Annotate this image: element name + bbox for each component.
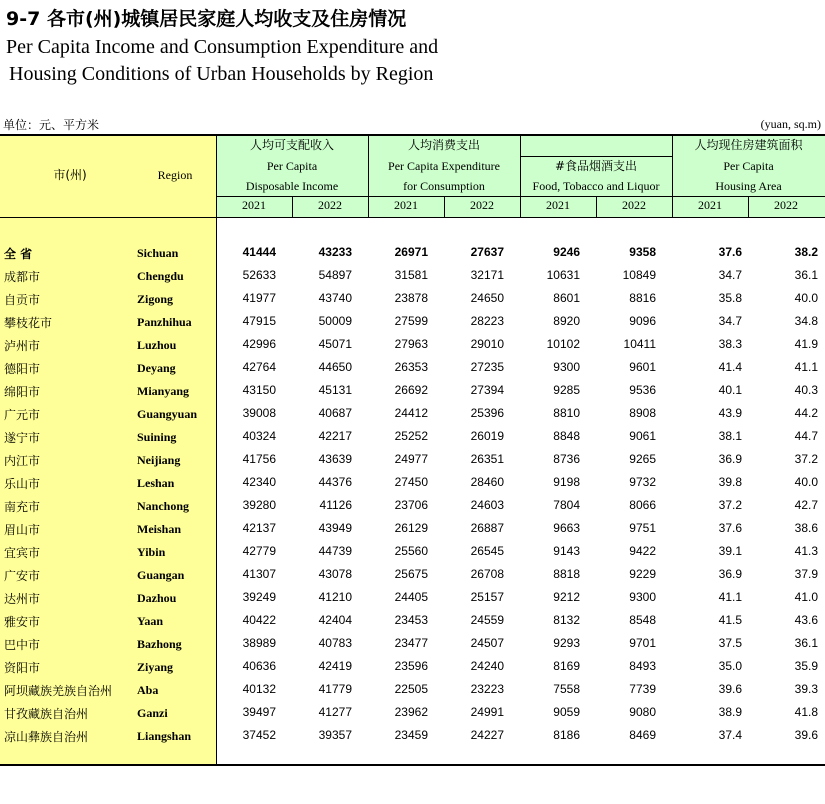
table-cell-value: 39249 bbox=[242, 590, 276, 604]
table-cell-value: 7739 bbox=[629, 682, 656, 696]
header-income-en2: Disposable Income bbox=[245, 179, 339, 193]
table-cell-value: 37.2 bbox=[794, 452, 818, 466]
table-cell-value: 34.8 bbox=[794, 314, 818, 328]
region-name-cn: 自贡市 bbox=[4, 293, 41, 307]
table-cell-value: 26545 bbox=[470, 544, 504, 558]
table-cell-value: 8810 bbox=[553, 406, 580, 420]
table-cell-value: 40.3 bbox=[794, 383, 818, 397]
region-name-en: Ganzi bbox=[137, 706, 168, 720]
year-label: 2022 bbox=[470, 198, 494, 212]
table-cell-value: 9701 bbox=[629, 636, 656, 650]
table-cell-value: 27450 bbox=[394, 475, 428, 489]
region-name-cn: 广安市 bbox=[4, 569, 41, 583]
table-row bbox=[0, 726, 825, 749]
region-name-en: Panzhihua bbox=[137, 315, 192, 329]
table-cell-value: 31581 bbox=[394, 268, 428, 282]
table-cell-value: 25560 bbox=[394, 544, 428, 558]
region-name-en: Neijiang bbox=[137, 453, 181, 467]
table-cell-value: 10102 bbox=[546, 337, 580, 351]
year-label: 2022 bbox=[774, 198, 798, 212]
table-cell-value: 54897 bbox=[318, 268, 352, 282]
header-consumption-en1: Per Capita Expenditure bbox=[388, 159, 500, 173]
table-cell-value: 9198 bbox=[553, 475, 580, 489]
table-cell-value: 41779 bbox=[318, 682, 352, 696]
region-name-en: Guangan bbox=[137, 568, 185, 582]
table-cell-value: 41.1 bbox=[718, 590, 742, 604]
table-cell-value: 28223 bbox=[470, 314, 504, 328]
table-cell-value: 41277 bbox=[318, 705, 352, 719]
table-cell-value: 40.1 bbox=[718, 383, 742, 397]
table-cell-value: 39357 bbox=[318, 728, 352, 742]
table-cell-value: 41.4 bbox=[718, 360, 742, 374]
rule-header-bottom bbox=[0, 217, 825, 218]
region-name-en: Nanchong bbox=[137, 499, 190, 513]
table-cell-value: 8493 bbox=[629, 659, 656, 673]
table-cell-value: 10411 bbox=[623, 337, 656, 351]
region-name-cn: 攀枝花市 bbox=[4, 316, 53, 330]
table-cell-value: 23223 bbox=[470, 682, 504, 696]
table-cell-value: 27963 bbox=[394, 337, 428, 351]
region-name-cn: 巴中市 bbox=[4, 638, 41, 652]
table-cell-value: 9293 bbox=[553, 636, 580, 650]
unit-label-en: (yuan, sq.m) bbox=[760, 117, 821, 131]
year-label: 2022 bbox=[318, 198, 342, 212]
table-cell-value: 8908 bbox=[629, 406, 656, 420]
table-cell-value: 9212 bbox=[553, 590, 580, 604]
table-row bbox=[0, 335, 825, 358]
table-cell-value: 38.2 bbox=[794, 245, 818, 259]
region-name-en: Zigong bbox=[137, 292, 174, 306]
header-food-en1: Food, Tobacco and Liquor bbox=[532, 179, 660, 193]
table-cell-value: 36.9 bbox=[718, 567, 742, 581]
region-name-cn: 德阳市 bbox=[4, 362, 41, 376]
table-cell-value: 34.7 bbox=[718, 314, 742, 328]
table-cell-value: 42340 bbox=[242, 475, 276, 489]
table-cell-value: 9422 bbox=[629, 544, 656, 558]
region-name-en: Aba bbox=[137, 683, 159, 697]
table-cell-value: 24507 bbox=[470, 636, 504, 650]
year-label: 2021 bbox=[394, 198, 418, 212]
table-cell-value: 26971 bbox=[394, 245, 428, 259]
table-title-cn-display: 9-7 各市(州)城镇居民家庭人均收支及住房情况 bbox=[6, 8, 407, 30]
table-cell-value: 8601 bbox=[553, 291, 580, 305]
year-label: 2021 bbox=[698, 198, 722, 212]
table-cell-value: 9061 bbox=[629, 429, 656, 443]
region-name-cn: 眉山市 bbox=[4, 523, 41, 537]
table-row bbox=[0, 519, 825, 542]
table-cell-value: 23706 bbox=[394, 498, 428, 512]
table-cell-value: 9300 bbox=[629, 590, 656, 604]
region-name-cn: 广元市 bbox=[4, 408, 41, 422]
table-cell-value: 10849 bbox=[622, 268, 656, 282]
table-cell-value: 43639 bbox=[318, 452, 352, 466]
table-cell-value: 41126 bbox=[319, 498, 352, 512]
table-cell-value: 9285 bbox=[553, 383, 580, 397]
table-cell-value: 44650 bbox=[318, 360, 352, 374]
table-cell-value: 42137 bbox=[242, 521, 276, 535]
region-name-en: Guangyuan bbox=[137, 407, 198, 421]
table-cell-value: 27599 bbox=[394, 314, 428, 328]
table-cell-value: 25396 bbox=[470, 406, 504, 420]
table-cell-value: 37.9 bbox=[794, 567, 818, 581]
table-cell-value: 37.6 bbox=[718, 521, 742, 535]
region-name-en: Bazhong bbox=[137, 637, 182, 651]
table-cell-value: 37.6 bbox=[718, 245, 742, 259]
table-cell-value: 26351 bbox=[470, 452, 504, 466]
table-cell-value: 9300 bbox=[553, 360, 580, 374]
table-cell-value: 44.7 bbox=[794, 429, 818, 443]
table-cell-value: 28460 bbox=[470, 475, 504, 489]
region-name-cn: 宜宾市 bbox=[4, 546, 41, 560]
table-cell-value: 41307 bbox=[242, 567, 276, 581]
region-name-en: Meishan bbox=[137, 522, 182, 536]
table-cell-value: 24559 bbox=[470, 613, 504, 627]
table-row bbox=[0, 703, 825, 726]
table-cell-value: 37.5 bbox=[718, 636, 742, 650]
table-cell-value: 9536 bbox=[629, 383, 656, 397]
table-cell-value: 24650 bbox=[470, 291, 504, 305]
table-row bbox=[0, 381, 825, 404]
table-cell-value: 35.0 bbox=[718, 659, 742, 673]
header-income-en1: Per Capita bbox=[266, 159, 318, 173]
region-name-cn: 阿坝藏族羌族自治州 bbox=[4, 684, 113, 698]
region-name-cn: 遂宁市 bbox=[4, 431, 41, 445]
table-cell-value: 8469 bbox=[629, 728, 656, 742]
table-cell-value: 8736 bbox=[553, 452, 580, 466]
table-cell-value: 26353 bbox=[394, 360, 428, 374]
table-row bbox=[0, 611, 825, 634]
table-cell-value: 8186 bbox=[553, 728, 580, 742]
table-cell-value: 43740 bbox=[318, 291, 352, 305]
table-row bbox=[0, 266, 825, 289]
table-cell-value: 41.1 bbox=[794, 360, 818, 374]
header-city-cn: 市(州) bbox=[53, 168, 87, 182]
table-cell-value: 29010 bbox=[470, 337, 504, 351]
table-cell-value: 9080 bbox=[629, 705, 656, 719]
table-cell-value: 9358 bbox=[629, 245, 656, 259]
table-cell-value: 26129 bbox=[394, 521, 428, 535]
table-cell-value: 8816 bbox=[629, 291, 656, 305]
table-cell-value: 44739 bbox=[318, 544, 352, 558]
region-name-en: Deyang bbox=[137, 361, 176, 375]
table-cell-value: 9096 bbox=[629, 314, 656, 328]
table-cell-value: 39008 bbox=[242, 406, 276, 420]
table-cell-value: 9265 bbox=[629, 452, 656, 466]
table-cell-value: 43150 bbox=[242, 383, 276, 397]
region-name-cn: 绵阳市 bbox=[4, 385, 41, 399]
table-cell-value: 26708 bbox=[470, 567, 504, 581]
header-region-en: Region bbox=[157, 168, 193, 182]
table-cell-value: 9059 bbox=[553, 705, 580, 719]
table-cell-value: 40324 bbox=[242, 429, 276, 443]
table-cell-value: 45071 bbox=[318, 337, 352, 351]
table-cell-value: 41210 bbox=[318, 590, 352, 604]
table-row bbox=[0, 657, 825, 680]
table-cell-value: 8132 bbox=[553, 613, 580, 627]
table-cell-value: 41.3 bbox=[794, 544, 818, 558]
table-cell-value: 7804 bbox=[553, 498, 580, 512]
table-cell-value: 8169 bbox=[553, 659, 580, 673]
region-name-cn: 甘孜藏族自治州 bbox=[4, 707, 89, 721]
table-cell-value: 25157 bbox=[470, 590, 504, 604]
table-cell-value: 43078 bbox=[318, 567, 352, 581]
table-cell-value: 39.6 bbox=[794, 728, 818, 742]
table-cell-value: 39497 bbox=[242, 705, 276, 719]
table-cell-value: 40687 bbox=[318, 406, 352, 420]
table-cell-value: 43.6 bbox=[794, 613, 818, 627]
region-name-cn: 乐山市 bbox=[4, 477, 41, 491]
region-name-en: Mianyang bbox=[137, 384, 190, 398]
table-row bbox=[0, 358, 825, 381]
region-name-cn: 南充市 bbox=[4, 500, 41, 514]
table-cell-value: 27637 bbox=[470, 245, 504, 259]
table-cell-value: 50009 bbox=[318, 314, 352, 328]
region-name-en: Liangshan bbox=[137, 729, 192, 743]
table-cell-value: 41.9 bbox=[794, 337, 818, 351]
table-row bbox=[0, 289, 825, 312]
table-cell-value: 7558 bbox=[553, 682, 580, 696]
table-cell-value: 39.3 bbox=[794, 682, 818, 696]
region-name-en: Chengdu bbox=[137, 269, 184, 283]
table-cell-value: 25252 bbox=[394, 429, 428, 443]
rule-bottom bbox=[0, 764, 825, 766]
region-name-en: Dazhou bbox=[137, 591, 177, 605]
table-cell-value: 43233 bbox=[318, 245, 352, 259]
table-cell-value: 9663 bbox=[553, 521, 580, 535]
year-label: 2021 bbox=[242, 198, 266, 212]
header-housing-cn: 人均现住房建筑面积 bbox=[694, 138, 803, 152]
table-row bbox=[0, 634, 825, 657]
table-cell-value: 40783 bbox=[318, 636, 352, 650]
header-income-cn: 人均可支配收入 bbox=[249, 138, 334, 152]
table-cell-value: 38989 bbox=[242, 636, 276, 650]
table-cell-value: 9143 bbox=[553, 544, 580, 558]
table-cell-value: 34.7 bbox=[718, 268, 742, 282]
region-name-en: Leshan bbox=[137, 476, 175, 490]
region-name-en: Yaan bbox=[137, 614, 164, 628]
table-cell-value: 9229 bbox=[629, 567, 656, 581]
table-cell-value: 8848 bbox=[553, 429, 580, 443]
table-cell-value: 8548 bbox=[629, 613, 656, 627]
region-name-cn: 内江市 bbox=[4, 454, 41, 468]
table-cell-value: 9246 bbox=[553, 245, 580, 259]
table-cell-value: 36.9 bbox=[718, 452, 742, 466]
table-cell-value: 24991 bbox=[470, 705, 504, 719]
table-cell-value: 41444 bbox=[242, 245, 276, 259]
table-cell-value: 41.8 bbox=[794, 705, 818, 719]
table-cell-value: 24977 bbox=[394, 452, 428, 466]
table-cell-value: 37.4 bbox=[718, 728, 742, 742]
table-cell-value: 22505 bbox=[394, 682, 428, 696]
table-cell-value: 9601 bbox=[629, 360, 656, 374]
table-cell-value: 24603 bbox=[470, 498, 504, 512]
header-food-cn: #食品烟酒支出 bbox=[554, 159, 638, 173]
table-cell-value: 39.6 bbox=[718, 682, 742, 696]
table-cell-value: 9751 bbox=[629, 521, 656, 535]
table-cell-value: 41977 bbox=[242, 291, 276, 305]
table-cell-value: 27394 bbox=[470, 383, 504, 397]
year-label: 2022 bbox=[622, 198, 646, 212]
table-cell-value: 23453 bbox=[394, 613, 428, 627]
table-row bbox=[0, 542, 825, 565]
table-row bbox=[0, 404, 825, 427]
region-name-en: Luzhou bbox=[137, 338, 177, 352]
table-cell-value: 24227 bbox=[470, 728, 504, 742]
table-cell-value: 41756 bbox=[242, 452, 276, 466]
table-row bbox=[0, 565, 825, 588]
table-cell-value: 39.1 bbox=[718, 544, 742, 558]
table-cell-value: 52633 bbox=[242, 268, 276, 282]
table-cell-value: 42764 bbox=[242, 360, 276, 374]
table-cell-value: 38.1 bbox=[718, 429, 742, 443]
table-cell-value: 24240 bbox=[470, 659, 504, 673]
table-cell-value: 10631 bbox=[546, 268, 580, 282]
region-name-en: Suining bbox=[137, 430, 177, 444]
table-row bbox=[0, 312, 825, 335]
table-cell-value: 23878 bbox=[394, 291, 428, 305]
table-cell-value: 25675 bbox=[394, 567, 428, 581]
table-cell-value: 38.3 bbox=[718, 337, 742, 351]
table-title-en-line1: Per Capita Income and Consumption Expenditure and bbox=[6, 36, 439, 58]
year-label: 2021 bbox=[546, 198, 570, 212]
table-row bbox=[0, 496, 825, 519]
header-consumption-en2: for Consumption bbox=[403, 179, 485, 193]
table-cell-value: 8818 bbox=[553, 567, 580, 581]
table-cell-value: 43949 bbox=[318, 521, 352, 535]
header-housing-en1: Per Capita bbox=[723, 159, 774, 173]
table-cell-value: 37452 bbox=[242, 728, 276, 742]
region-name-cn: 凉山彝族自治州 bbox=[4, 730, 89, 744]
region-name-cn: 全 省 bbox=[4, 247, 33, 261]
table-cell-value: 42217 bbox=[318, 429, 352, 443]
table-cell-value: 36.1 bbox=[794, 268, 818, 282]
table-cell-value: 42996 bbox=[242, 337, 276, 351]
table-cell-value: 39.8 bbox=[718, 475, 742, 489]
table-cell-value: 37.2 bbox=[718, 498, 742, 512]
table-cell-value: 36.1 bbox=[794, 636, 818, 650]
table-row bbox=[0, 680, 825, 703]
region-name-en: Ziyang bbox=[137, 660, 174, 674]
table-cell-value: 41.0 bbox=[794, 590, 818, 604]
table-title-en-line2: Housing Conditions of Urban Households by Region bbox=[9, 63, 434, 85]
table-cell-value: 40636 bbox=[242, 659, 276, 673]
table-cell-value: 23459 bbox=[394, 728, 428, 742]
table-cell-value: 23477 bbox=[394, 636, 428, 650]
table-cell-value: 8066 bbox=[629, 498, 656, 512]
table-cell-value: 47915 bbox=[242, 314, 276, 328]
table-cell-value: 42404 bbox=[318, 613, 352, 627]
table-cell-value: 43.9 bbox=[718, 406, 742, 420]
table-cell-value: 42779 bbox=[242, 544, 276, 558]
table-cell-value: 27235 bbox=[470, 360, 504, 374]
table-row bbox=[0, 450, 825, 473]
region-name-en: Yibin bbox=[137, 545, 166, 559]
header-consumption-cn: 人均消费支出 bbox=[407, 138, 480, 152]
table-cell-value: 35.8 bbox=[718, 291, 742, 305]
table-cell-value: 40422 bbox=[242, 613, 276, 627]
region-name-cn: 成都市 bbox=[4, 270, 41, 284]
table-cell-value: 44.2 bbox=[794, 406, 818, 420]
table-cell-value: 35.9 bbox=[794, 659, 818, 673]
region-name-cn: 达州市 bbox=[4, 592, 41, 606]
table-cell-value: 38.9 bbox=[718, 705, 742, 719]
table-cell-value: 32171 bbox=[470, 268, 504, 282]
table-cell-value: 41.5 bbox=[718, 613, 742, 627]
table-row-total bbox=[0, 243, 825, 266]
table-cell-value: 44376 bbox=[318, 475, 352, 489]
table-cell-value: 40.0 bbox=[794, 475, 818, 489]
unit-label-cn: 单位：元、平方米 bbox=[3, 118, 100, 132]
region-name-cn: 资阳市 bbox=[4, 661, 41, 675]
region-name-cn: 泸州市 bbox=[4, 339, 41, 353]
region-name-cn: 雅安市 bbox=[4, 615, 41, 629]
table-cell-value: 23596 bbox=[394, 659, 428, 673]
region-name-en: Sichuan bbox=[137, 246, 179, 260]
table-cell-value: 40132 bbox=[242, 682, 276, 696]
table-cell-value: 24412 bbox=[394, 406, 428, 420]
table-cell-value: 26019 bbox=[470, 429, 504, 443]
table-cell-value: 24405 bbox=[394, 590, 428, 604]
table-cell-value: 23962 bbox=[394, 705, 428, 719]
table-cell-value: 40.0 bbox=[794, 291, 818, 305]
table-row bbox=[0, 427, 825, 450]
table-cell-value: 42419 bbox=[318, 659, 352, 673]
table-cell-value: 26692 bbox=[394, 383, 428, 397]
table-cell-value: 39280 bbox=[242, 498, 276, 512]
table-row bbox=[0, 473, 825, 496]
header-housing-en2: Housing Area bbox=[715, 179, 782, 193]
table-cell-value: 38.6 bbox=[794, 521, 818, 535]
table-cell-value: 45131 bbox=[318, 383, 352, 397]
table-cell-value: 9732 bbox=[629, 475, 656, 489]
table-row bbox=[0, 588, 825, 611]
table-cell-value: 26887 bbox=[470, 521, 504, 535]
table-cell-value: 8920 bbox=[553, 314, 580, 328]
table-cell-value: 42.7 bbox=[794, 498, 818, 512]
